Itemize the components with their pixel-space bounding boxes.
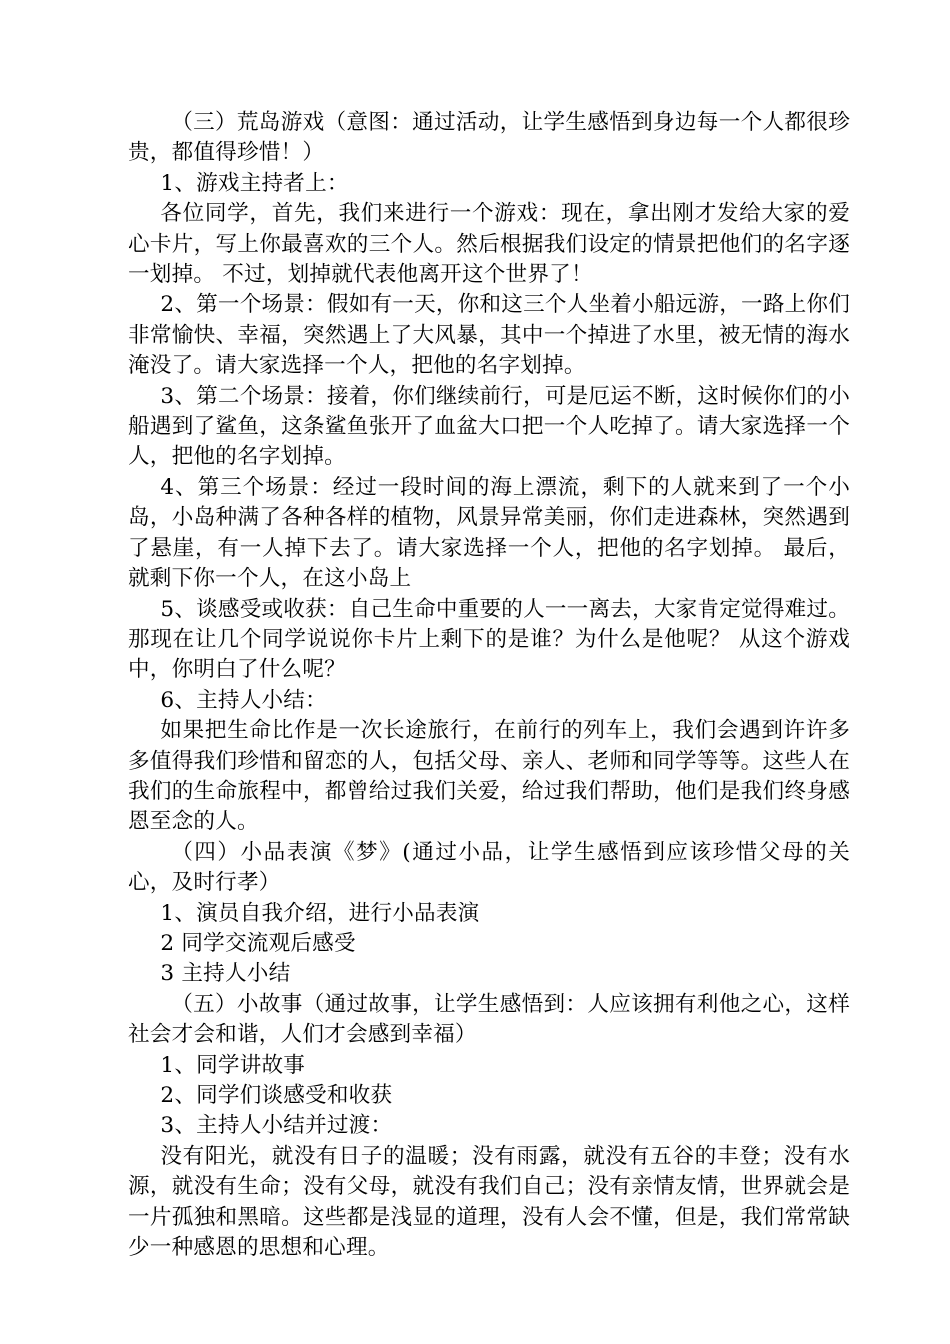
section-heading-island-game: （三）荒岛游戏（意图：通过活动，让学生感悟到身边每一个人都很珍贵，都值得珍惜！） <box>128 110 850 166</box>
paragraph-skit-step-3: 3 主持人小结 <box>160 961 291 987</box>
paragraph-story-step-1: 1、同学讲故事 <box>160 1052 306 1078</box>
section-heading-story: （五）小故事（通过故事，让学生感悟到：人应该拥有利他之心，这样社会才会和谐，人们才会感到幸福） <box>128 991 850 1048</box>
paragraph-host-summary-label: 6、主持人小结： <box>160 687 327 713</box>
document-body <box>128 108 850 1263</box>
paragraph-scene-one: 2、第一个场景：假如有一天，你和这三个人坐着小船远游，一路上你们非常愉快、幸福，突然遇上了大风暴，其中一个掉进了水里，被无情的海水淹没了。请大家选择一个人，把他的名字划掉。 <box>128 292 850 379</box>
paragraph-scene-two: 3、第二个场景：接着，你们继续前行，可是厄运不断，这时候你们的小船遇到了鲨鱼，这条鲨鱼张开了血盆大口把一个人吃掉了。请大家选择一个人，把他的名字划掉。 <box>128 383 850 470</box>
paragraph-scene-three: 4、第三个场景：经过一段时间的海上漂流，剩下的人就来到了一个小岛，小岛种满了各种各样的植物，风景异常美丽，你们走进森林，突然遇到了悬崖，有一人掉下去了。请大家选择一个人，把他的名字划掉。 最后，就剩下你一个人，在这小岛上 <box>128 474 850 592</box>
paragraph-host-summary: 如果把生命比作是一次长途旅行，在前行的列车上，我们会遇到许许多多值得我们珍惜和留恋的人，包括父母、亲人、老师和同学等等。这些人在我们的生命旅程中，都曾给过我们关爱，给过我们帮助，他们是我们终身感恩至念的人。 <box>128 718 850 835</box>
paragraph-skit-step-2: 2 同学交流观后感受 <box>160 930 356 956</box>
paragraph-story-step-2: 2、同学们谈感受和收获 <box>160 1083 393 1108</box>
paragraph-feelings: 5、谈感受或收获：自己生命中重要的人一一离去，大家肯定觉得难过。那现在让几个同学说说你卡片上剩下的是谁？为什么是他呢？ 从这个游戏中，你明白了什么呢？ <box>128 596 850 683</box>
paragraph-closing: 没有阳光，就没有日子的温暖；没有雨露，就没有五谷的丰登；没有水源，就没有生命；没有父母，就没有我们自己；没有亲情友情，世界就会是一片孤独和黑暗。这些都是浅显的道理，没有人会不懂，但是，我们常常缺少一种感恩的思想和心理。 <box>128 1143 850 1261</box>
paragraph-story-step-3: 3、主持人小结并过渡： <box>160 1113 393 1139</box>
paragraph-step-host: 1、游戏主持者上： <box>160 170 349 196</box>
section-heading-skit: （四）小品表演《梦》(通过小品，让学生感悟到应该珍惜父母的关心，及时行孝） <box>128 839 850 896</box>
paragraph-game-intro: 各位同学，首先，我们来进行一个游戏：现在，拿出刚才发给大家的爱心卡片，写上你最喜欢的三个人。然后根据我们设定的情景把他们的名字逐一划掉。 不过，划掉就代表他离开这个世界了！ <box>128 201 850 288</box>
paragraph-skit-step-1: 1、演员自我介绍，进行小品表演 <box>160 900 480 926</box>
